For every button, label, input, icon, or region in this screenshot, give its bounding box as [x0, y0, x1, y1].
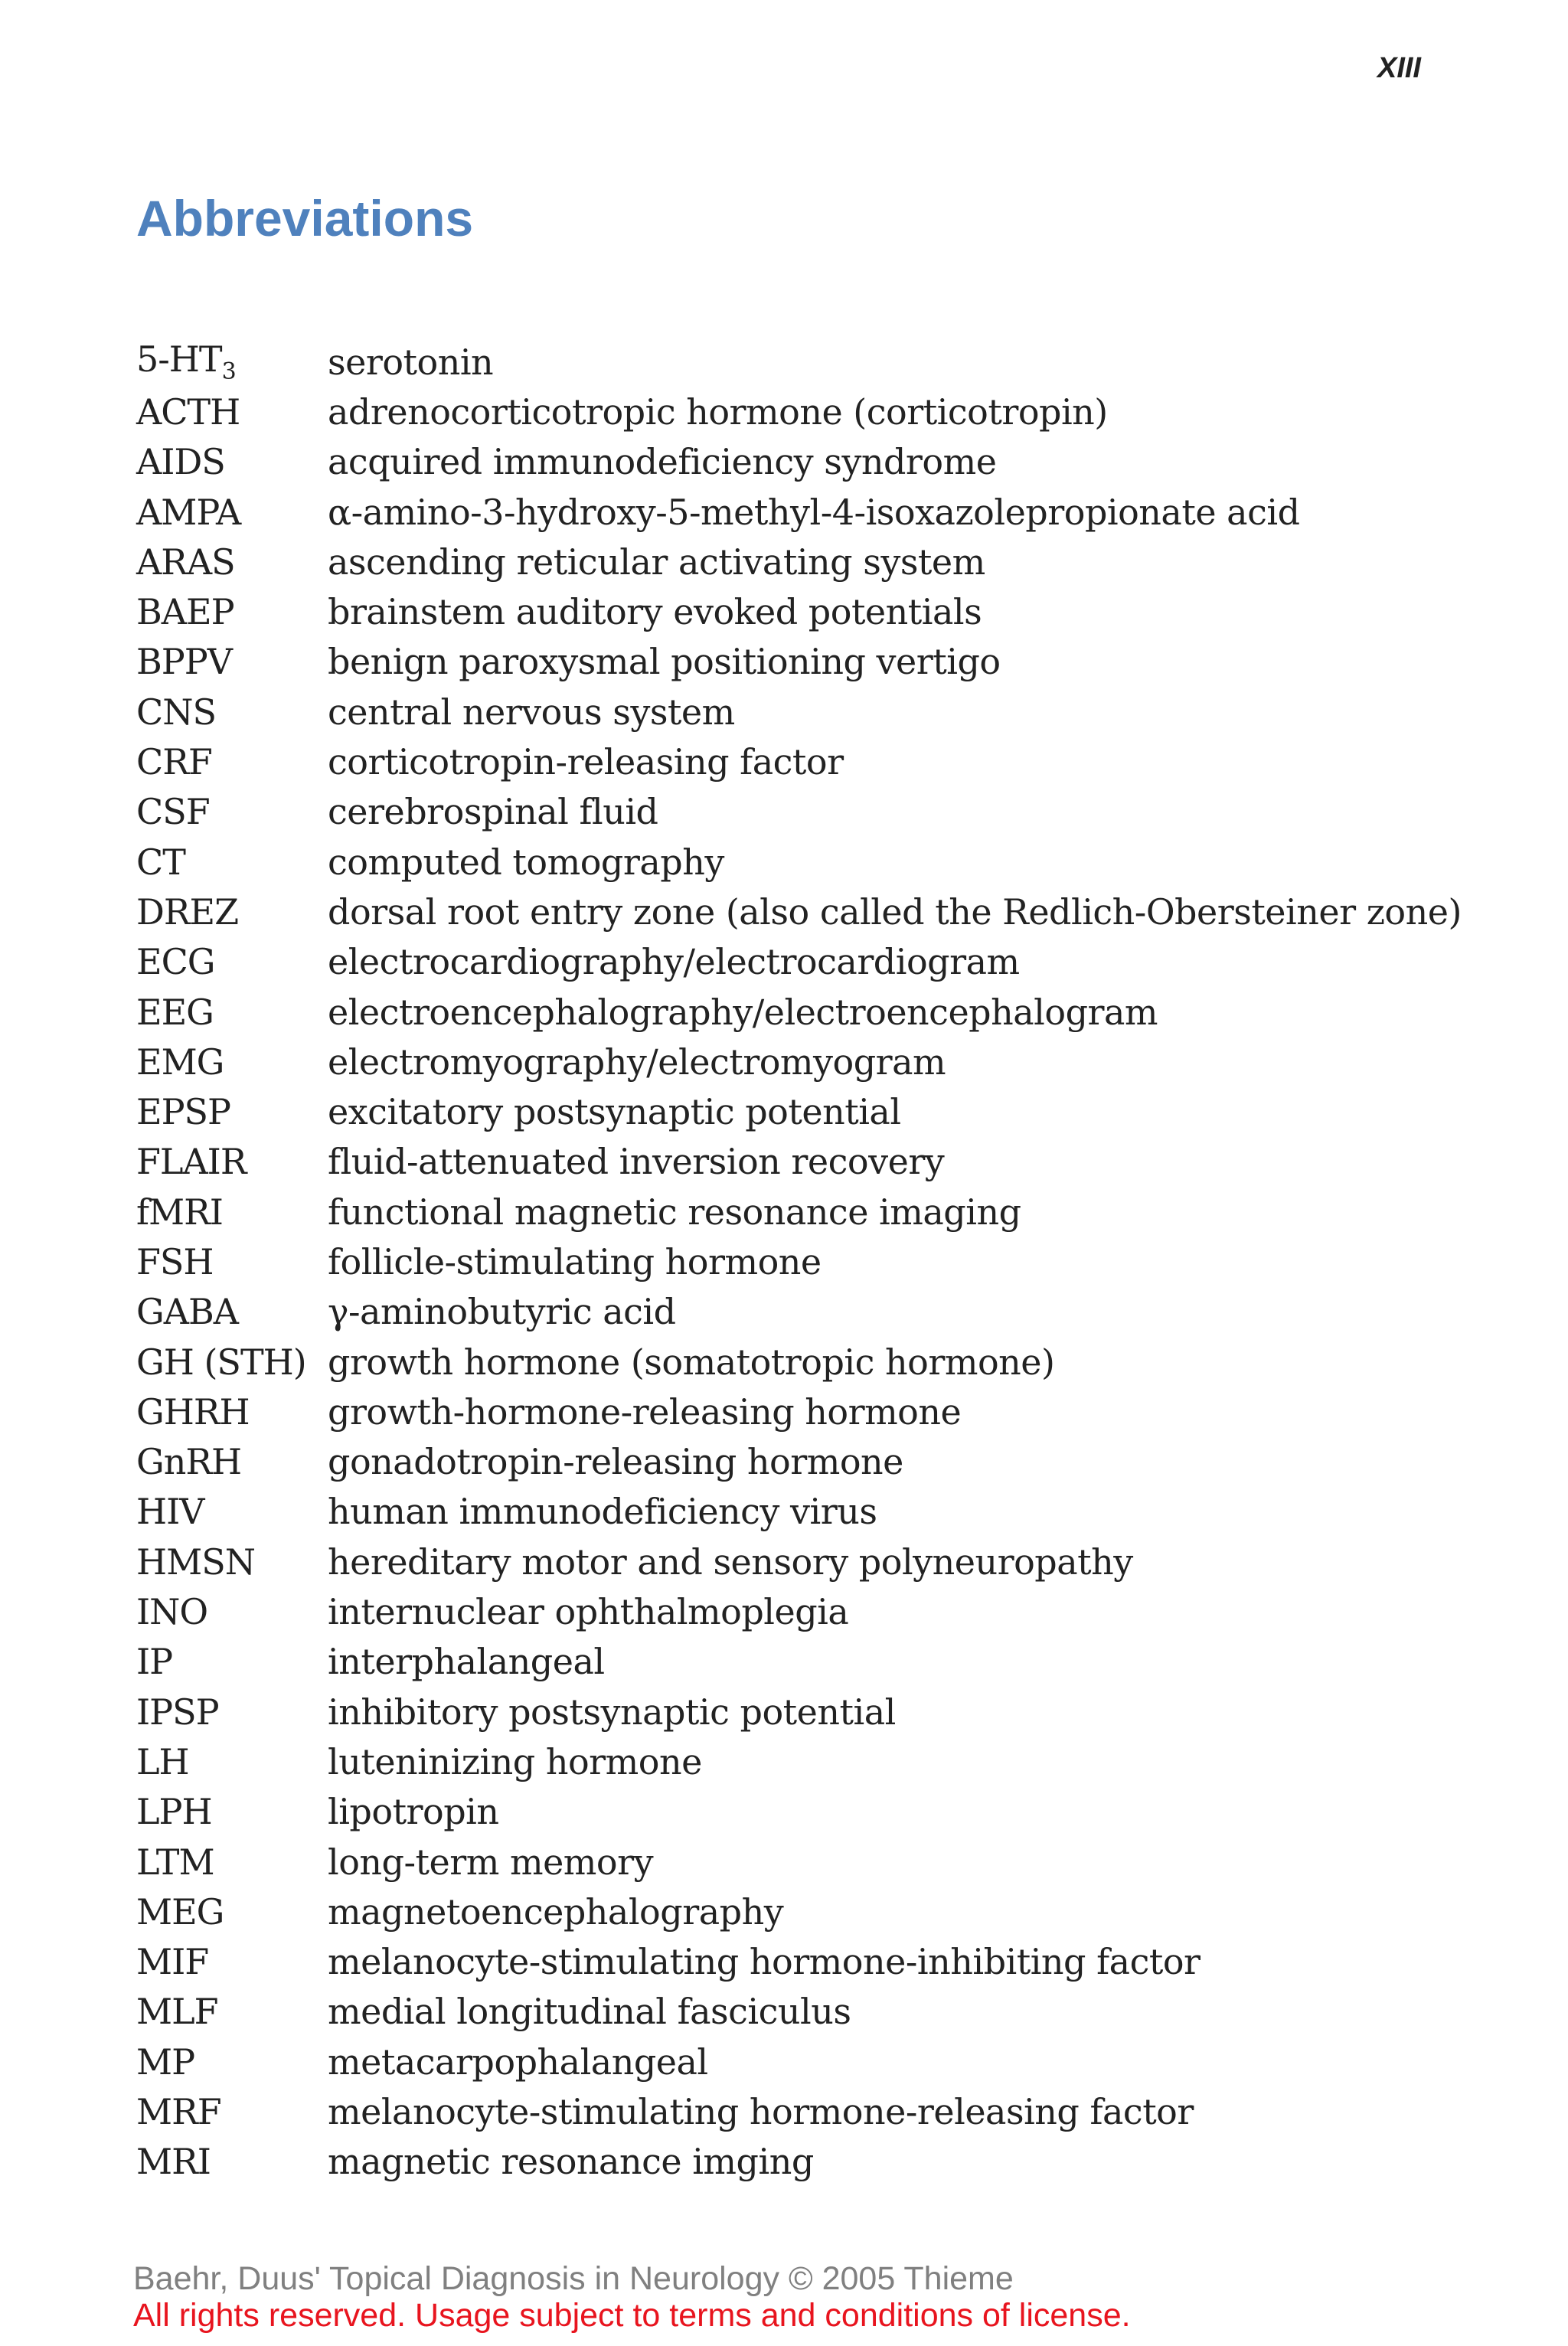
abbreviation-row: [136, 737, 1453, 786]
abbreviation-term-text: GABA: [136, 1291, 238, 1333]
abbreviation-term: [136, 1891, 328, 1933]
abbreviation-term: [136, 338, 328, 385]
abbreviation-term-text: AIDS: [136, 441, 225, 483]
abbreviation-term-text: HMSN: [136, 1541, 255, 1583]
abbreviation-list: [136, 337, 1462, 2187]
abbreviation-term-text: HIV: [136, 1491, 204, 1533]
abbreviation-term-text: BAEP: [136, 591, 234, 633]
abbreviation-term: [136, 1241, 328, 1282]
abbreviation-term-text: MLF: [136, 1991, 218, 2033]
abbreviation-definition: functional magnetic resonance imaging: [328, 1191, 1021, 1233]
abbreviation-definition: γ-aminobutyric acid: [328, 1291, 676, 1333]
abbreviation-row: [136, 1237, 1453, 1286]
abbreviation-row: [136, 837, 1453, 887]
abbreviation-term-text: ECG: [136, 941, 215, 983]
abbreviation-definition: hereditary motor and sensory polyneuropathy: [328, 1541, 1133, 1583]
abbreviation-term-text: MP: [136, 2040, 195, 2083]
abbreviation-term: [136, 741, 328, 783]
abbreviation-row: [136, 337, 1453, 387]
abbreviation-row: [136, 687, 1453, 737]
abbreviation-definition: interphalangeal: [328, 1641, 605, 1683]
abbreviation-term: [136, 1941, 328, 1982]
abbreviation-definition: acquired immunodeficiency syndrome: [328, 441, 997, 483]
abbreviation-row: [136, 2037, 1453, 2086]
abbreviation-row: [136, 1787, 1453, 1837]
page-title: Abbreviations: [136, 190, 474, 247]
abbreviation-term: [136, 1291, 328, 1332]
abbreviation-term: [136, 492, 328, 533]
abbreviation-row: [136, 487, 1453, 537]
abbreviation-definition: internuclear ophthalmoplegia: [328, 1591, 849, 1633]
abbreviation-term-text: GH (STH): [136, 1341, 306, 1383]
footer: [133, 2260, 1131, 2334]
abbreviation-term-text: GHRH: [136, 1390, 250, 1433]
abbreviation-row: [136, 1837, 1453, 1887]
abbreviation-term-text: fMRI: [136, 1191, 223, 1233]
abbreviation-term-text: MRI: [136, 2141, 211, 2183]
abbreviation-definition: dorsal root entry zone (also called the Redlich-Obersteiner zone): [328, 890, 1462, 933]
abbreviation-term: [136, 391, 328, 433]
abbreviation-row: [136, 1187, 1453, 1237]
page-number: XIII: [1377, 52, 1421, 84]
abbreviation-term: [136, 1541, 328, 1583]
abbreviation-definition: melanocyte-stimulating hormone-releasing factor: [328, 2091, 1194, 2133]
abbreviation-definition: α-amino-3-hydroxy-5-methyl-4-isoxazolepropionate acid: [328, 491, 1300, 533]
abbreviation-definition: excitatory postsynaptic potential: [328, 1091, 901, 1133]
abbreviation-row: [136, 1637, 1453, 1687]
abbreviation-row: [136, 2086, 1453, 2136]
abbreviation-term-text: BPPV: [136, 641, 232, 683]
abbreviation-term-text: LTM: [136, 1841, 214, 1883]
abbreviation-definition: long-term memory: [328, 1841, 654, 1883]
abbreviation-definition: metacarpophalangeal: [328, 2040, 708, 2083]
abbreviation-term: [136, 1091, 328, 1132]
abbreviation-definition: human immunodeficiency virus: [328, 1491, 877, 1533]
abbreviation-term-text: CT: [136, 841, 185, 883]
abbreviation-row: [136, 1687, 1453, 1737]
abbreviation-definition: corticotropin-releasing factor: [328, 741, 844, 783]
abbreviation-row: [136, 1137, 1453, 1187]
abbreviation-row: [136, 1337, 1453, 1387]
abbreviation-term-text: FLAIR: [136, 1141, 247, 1183]
abbreviation-row: [136, 437, 1453, 487]
abbreviation-row: [136, 1737, 1453, 1786]
abbreviation-term: [136, 1391, 328, 1433]
abbreviation-term-text: LPH: [136, 1791, 212, 1833]
abbreviation-row: [136, 1487, 1453, 1537]
abbreviation-term-text: CSF: [136, 791, 210, 833]
abbreviation-row: [136, 1937, 1453, 1987]
abbreviation-term-text: INO: [136, 1591, 208, 1633]
abbreviation-row: [136, 937, 1453, 987]
abbreviation-definition: brainstem auditory evoked potentials: [328, 591, 982, 633]
abbreviation-term-text: ARAS: [136, 541, 235, 583]
abbreviation-term: [136, 1041, 328, 1083]
abbreviation-term-text: GnRH: [136, 1441, 242, 1483]
abbreviation-definition: growth-hormone-releasing hormone: [328, 1390, 962, 1433]
abbreviation-term-text: DREZ: [136, 890, 239, 933]
abbreviation-term: [136, 541, 328, 583]
abbreviation-term-text: EEG: [136, 991, 214, 1033]
abbreviation-term-text: IPSP: [136, 1691, 219, 1733]
abbreviation-definition: electrocardiography/electrocardiogram: [328, 941, 1020, 983]
abbreviation-term: [136, 1991, 328, 2032]
abbreviation-definition: melanocyte-stimulating hormone-inhibiting factor: [328, 1941, 1200, 1983]
abbreviation-term: [136, 1491, 328, 1532]
abbreviation-definition: fluid-attenuated inversion recovery: [328, 1141, 945, 1183]
abbreviation-term-text: CRF: [136, 741, 212, 783]
abbreviation-row: [136, 1537, 1453, 1586]
abbreviation-definition: adrenocorticotropic hormone (corticotropin): [328, 390, 1108, 433]
abbreviation-term-text: MRF: [136, 2091, 221, 2133]
abbreviation-term: [136, 1591, 328, 1632]
abbreviation-row: [136, 987, 1453, 1037]
abbreviation-term: [136, 2141, 328, 2182]
abbreviation-term-text: MIF: [136, 1941, 209, 1983]
abbreviation-term: [136, 1191, 328, 1233]
abbreviation-definition: growth hormone (somatotropic hormone): [328, 1341, 1055, 1383]
abbreviation-row: [136, 1586, 1453, 1636]
abbreviation-term: [136, 1441, 328, 1482]
abbreviation-term: [136, 591, 328, 632]
abbreviation-definition: medial longitudinal fasciculus: [328, 1991, 851, 2033]
abbreviation-term: [136, 441, 328, 482]
abbreviation-term: [136, 641, 328, 682]
abbreviation-term-text: CNS: [136, 691, 216, 733]
abbreviation-row: [136, 2137, 1453, 2187]
abbreviation-term-text: ACTH: [136, 390, 240, 433]
abbreviation-definition: gonadotropin-releasing hormone: [328, 1441, 903, 1483]
abbreviation-term-text: AMPA: [136, 491, 241, 533]
abbreviation-definition: electromyography/electromyogram: [328, 1041, 946, 1083]
abbreviation-row: [136, 586, 1453, 636]
abbreviation-term-text: 5-HT: [136, 338, 222, 381]
abbreviation-definition: luteninizing hormone: [328, 1740, 702, 1782]
abbreviation-definition: magnetoencephalography: [328, 1890, 784, 1933]
abbreviation-term: [136, 992, 328, 1033]
abbreviation-term-text: IP: [136, 1641, 173, 1683]
abbreviation-term: [136, 1141, 328, 1182]
abbreviation-term: [136, 791, 328, 832]
abbreviation-term: [136, 1341, 328, 1383]
copyright-notice: Baehr, Duus' Topical Diagnosis in Neurology © 2005 Thieme: [133, 2260, 1014, 2297]
abbreviation-term: [136, 941, 328, 982]
abbreviation-term: [136, 2041, 328, 2083]
abbreviation-term: [136, 691, 328, 733]
abbreviation-row: [136, 537, 1453, 586]
abbreviation-term: [136, 891, 328, 933]
abbreviation-term: [136, 1691, 328, 1733]
abbreviation-row: [136, 1387, 1453, 1436]
abbreviation-term: [136, 841, 328, 883]
abbreviation-row: [136, 387, 1453, 436]
abbreviation-definition: computed tomography: [328, 841, 724, 883]
abbreviation-row: [136, 1987, 1453, 2037]
abbreviation-term: [136, 1841, 328, 1883]
abbreviation-row: [136, 787, 1453, 837]
abbreviation-row: [136, 1037, 1453, 1086]
abbreviation-subscript: 3: [221, 358, 236, 386]
abbreviation-row: [136, 887, 1462, 936]
abbreviation-row: [136, 1437, 1453, 1487]
abbreviation-row: [136, 1887, 1453, 1936]
abbreviation-definition: magnetic resonance imging: [328, 2141, 814, 2183]
abbreviation-definition: cerebrospinal fluid: [328, 791, 658, 833]
license-notice: All rights reserved. Usage subject to terms and conditions of license.: [133, 2297, 1131, 2334]
abbreviation-term-text: FSH: [136, 1240, 214, 1282]
abbreviation-definition: electroencephalography/electroencephalogram: [328, 991, 1158, 1033]
abbreviation-term: [136, 2091, 328, 2132]
abbreviation-term-text: EPSP: [136, 1091, 230, 1133]
abbreviation-term: [136, 1791, 328, 1832]
abbreviation-definition: benign paroxysmal positioning vertigo: [328, 641, 1001, 683]
abbreviation-definition: central nervous system: [328, 691, 735, 733]
abbreviation-definition: lipotropin: [328, 1791, 499, 1833]
abbreviation-term-text: MEG: [136, 1890, 224, 1933]
abbreviation-row: [136, 1086, 1453, 1136]
abbreviation-term: [136, 1741, 328, 1782]
abbreviation-row: [136, 637, 1453, 687]
abbreviation-term: [136, 1641, 328, 1682]
abbreviation-term-text: EMG: [136, 1041, 224, 1083]
abbreviation-row: [136, 1287, 1453, 1337]
abbreviation-term-text: LH: [136, 1740, 189, 1782]
abbreviation-definition: ascending reticular activating system: [328, 541, 985, 583]
abbreviation-definition: follicle-stimulating hormone: [328, 1240, 822, 1282]
abbreviation-definition: inhibitory postsynaptic potential: [328, 1691, 896, 1733]
abbreviation-definition: serotonin: [328, 341, 494, 383]
